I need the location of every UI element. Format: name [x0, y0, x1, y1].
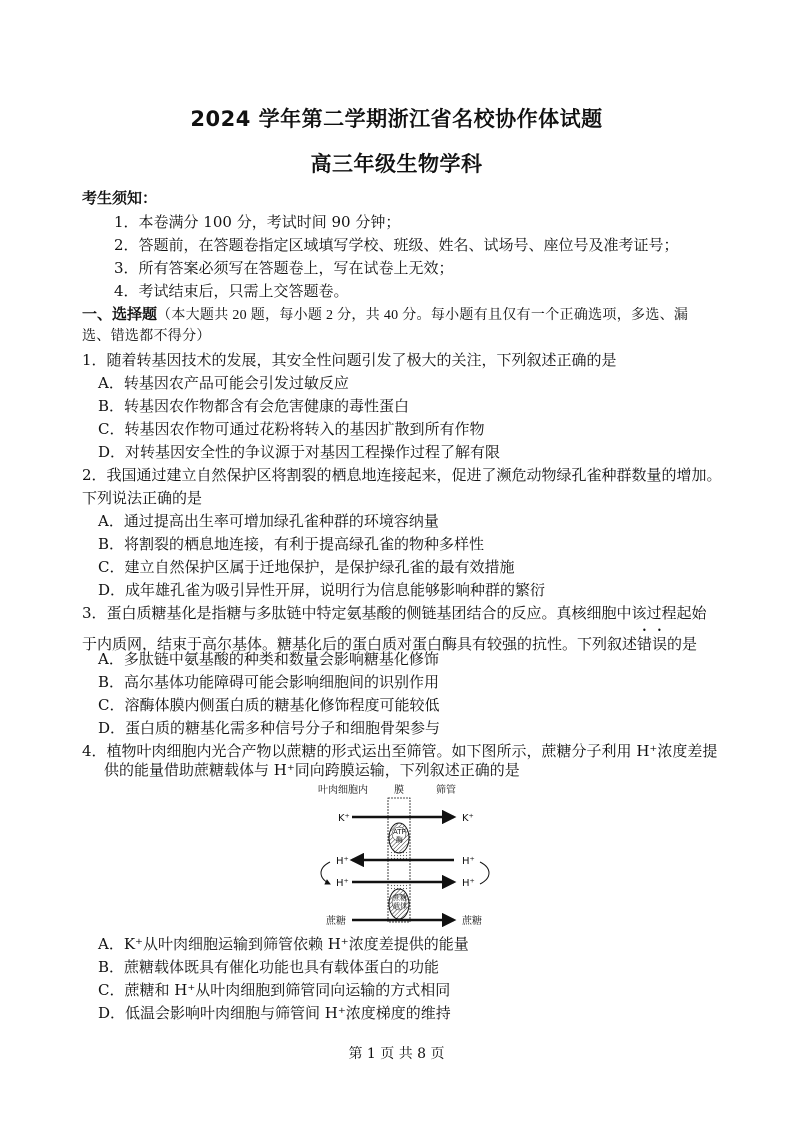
label-h-left-2: H⁺ — [336, 878, 349, 889]
question-stem-cont: 下列说法正确的是 — [82, 489, 203, 507]
exam-subtitle: 高三年级生物学科 — [310, 152, 483, 176]
section-note: （本大题共 20 题，每小题 2 分，共 40 分。每小题有且仅有一个正确选项，多选、漏 — [157, 308, 689, 323]
option-b: B．蔗糖载体既具有催化功能也具有载体蛋白的功能 — [98, 958, 440, 976]
instruction-item: 1．本卷满分 100 分，考试时间 90 分钟； — [114, 213, 401, 231]
option-d: D．成年雄孔雀为吸引异性开屏，说明行为信息能够影响种群的繁衍 — [98, 581, 546, 599]
option-b: B．将割裂的栖息地连接，有利于提高绿孔雀的物种多样性 — [98, 535, 485, 553]
label-sucrose-right: 蔗糖 — [462, 916, 482, 927]
atp-label: ATP — [393, 828, 406, 836]
question-stem: 2．我国通过建立自然保护区将割裂的栖息地连接起来，促进了濒危动物绿孔雀种群数量的增加。 — [82, 466, 722, 484]
label-sucrose-left: 蔗糖 — [326, 916, 346, 927]
option-c: C．建立自然保护区属于迁地保护，是保护绿孔雀的最有效措施 — [98, 558, 515, 576]
enzyme-label: 酶 — [396, 836, 403, 844]
membrane-transport-diagram — [312, 782, 512, 927]
option-d: D．蛋白质的糖基化需多种信号分子和细胞骨架参与 — [98, 719, 441, 737]
question-stem: 1．随着转基因技术的发展，其安全性问题引发了极大的关注，下列叙述正确的是 — [82, 351, 617, 369]
carrier-label-2: 载体 — [393, 902, 407, 910]
option-c: C．转基因农作物可通过花粉将转入的基因扩散到所有作物 — [98, 420, 485, 438]
instruction-item: 4．考试结束后，只需上交答题卷。 — [114, 282, 349, 300]
label-mesophyll: 叶肉细胞内 — [318, 785, 368, 796]
option-d: D．对转基因安全性的争议源于对基因工程操作过程了解有限 — [98, 443, 501, 461]
question-stem: 3．蛋白质糖基化是指糖与多肽链中特定氨基酸的侧链基团结合的反应。真核细胞中该过程起始 — [82, 604, 707, 622]
label-h-left-1: H⁺ — [336, 856, 349, 867]
curve-arrow-right — [480, 862, 489, 884]
question-stem-cont: 供的能量借助蔗糖载体与 H⁺同向跨膜运输，下列叙述正确的是 — [104, 761, 520, 779]
label-sieve-tube: 筛管 — [436, 785, 456, 796]
label-k-left: K⁺ — [338, 813, 350, 824]
stem-text: 于内质网，结束于高尔基体。糖基化后的蛋白质对蛋白酶具有较强的抗性。下列叙述 — [82, 635, 638, 653]
label-h-right-2: H⁺ — [462, 878, 475, 889]
option-a: A．K⁺从叶肉细胞运输到筛管依赖 H⁺浓度差提供的能量 — [98, 935, 469, 953]
instruction-item: 2．答题前，在答题卷指定区域填写学校、班级、姓名、试场号、座位号及准考证号； — [114, 236, 679, 254]
label-membrane: 膜 — [394, 785, 404, 796]
option-c: C．溶酶体膜内侧蛋白质的糖基化修饰程度可能较低 — [98, 696, 440, 714]
option-b: B．高尔基体功能障碍可能会影响细胞间的识别作用 — [98, 673, 440, 691]
instructions-heading: 考生须知： — [82, 189, 158, 207]
question-stem: 4．植物叶肉细胞内光合产物以蔗糖的形式运出至筛管。如下图所示，蔗糖分子利用 H⁺浓度差提 — [82, 742, 718, 760]
option-a: A．多肽链中氨基酸的种类和数量会影响糖基化修饰 — [98, 650, 439, 668]
label-h-right-1: H⁺ — [462, 856, 475, 867]
stem-text: 的是 — [667, 635, 698, 653]
section-heading: 一、选择题 — [82, 305, 158, 323]
option-b: B．转基因农作物都含有会危害健康的毒性蛋白 — [98, 397, 410, 415]
option-d: D．低温会影响叶肉细胞与筛管间 H⁺浓度梯度的维持 — [98, 1004, 451, 1022]
carrier-label-1: 蔗糖 — [393, 894, 407, 902]
exam-title: 2024 学年第二学期浙江省名校协作体试题 — [190, 107, 603, 131]
label-k-right: K⁺ — [462, 813, 474, 824]
section-note-cont: 选、错选都不得分） — [82, 329, 211, 344]
emphasis-word: 错误 — [637, 635, 668, 653]
page-footer: 第 1 页 共 8 页 — [348, 1046, 445, 1062]
option-c: C．蔗糖和 H⁺从叶肉细胞到筛管同向运输的方式相同 — [98, 981, 451, 999]
option-a: A．转基因农产品可能会引发过敏反应 — [98, 374, 349, 392]
section-heading-line — [82, 304, 688, 326]
option-a: A．通过提高出生率可增加绿孔雀种群的环境容纳量 — [98, 512, 439, 530]
curve-arrow-left — [321, 862, 330, 884]
instruction-item: 3．所有答案必须写在答题卷上，写在试卷上无效； — [114, 259, 454, 277]
